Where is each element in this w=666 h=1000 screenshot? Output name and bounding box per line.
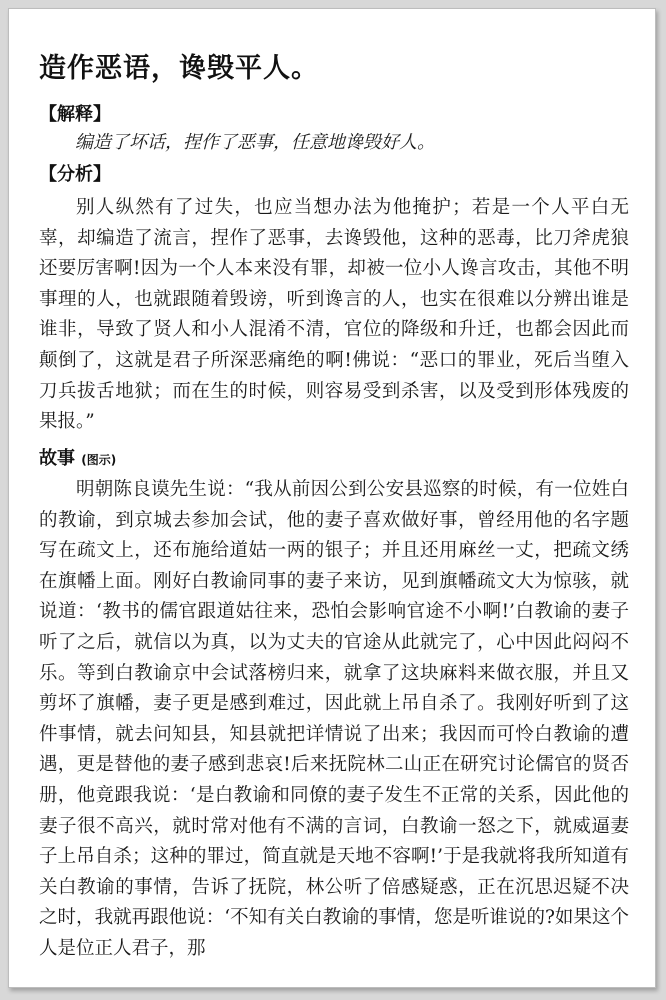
story-subheading: (图示) <box>81 453 117 467</box>
story-text: 明朝陈良谟先生说：“我从前因公到公安县巡察的时候，有一位姓白的教谕，到京城去参加会试，他的妻子喜欢做好事，曾经用他的名字题写在疏文上，还布施给道姑一两的银子；并且还用麻丝一丈，把疏文绣在旗幡上面。刚好白教谕同事的妻子来访，见到旗幡疏文大为惊骇，就说道：‘教书的儒官跟道姑往来，恐怕会影响官途不小啊!’白教谕的妻子听了之后，就信以为真，以为丈夫的官途从此就完了，心中因此闷闷不乐。等到白教谕京中会试落榜归来，就拿了这块麻料来做衣服，并且又剪坏了旗幡，妻子更是感到难过，因此就上吊自杀了。我刚好听到了这件事情，就去问知县，知县就把详情说了出来；我因而可怜白教谕的遭遇，更是替他的妻子感到悲哀!后来抚院林二山正在研究讨论儒官的贤否册，他竟跟我说：‘是白教谕和同僚的妻子发生不正常的关系，因此他的妻子很不高兴，就时常对他有不满的言词，白教谕一怒之下，就威逼妻子上吊自杀；这种的罪过，简直就是天地不容啊!’于是我就将我所知道有关白教谕的事情，告诉了抚院，林公听了倍感疑惑，正在沉思迟疑不决之时，我就再跟他说：‘不知有关白教谕的事情，您是听谁说的?如果这个人是位正人君子，那 <box>39 479 629 959</box>
explanation-text: 编造了坏话，捏作了恶事，任意地谗毁好人。 <box>75 132 435 153</box>
page-title: 造作恶语，谗毁平人。 <box>39 53 319 84</box>
analysis-text: 别人纵然有了过失，也应当想办法为他掩护；若是一个人平白无辜，却编造了流言，捏作了恶事，去谗毁他，这种的恶毒，比刀斧虎狼还要厉害啊!因为一个人本来没有罪，却被一位小人谗言攻击，其他不明事理的人，也就跟随着毁谤，听到谗言的人，也实在很难以分辨出谁是谁非，导致了贤人和小人混淆不清，官位的降级和升迁，也都会因此而颠倒了，这就是君子所深恶痛绝的啊!佛说：“恶口的罪业，死后当堕入刀兵拔舌地狱；而在生的时候，则容易受到杀害，以及受到形体残废的果报。” <box>39 197 629 433</box>
page-frame <box>8 8 656 988</box>
story-heading-label: 故事 <box>39 448 75 469</box>
analysis-heading: 【分析】 <box>39 164 111 185</box>
story-heading <box>39 445 116 474</box>
explanation-heading: 【解释】 <box>39 104 111 125</box>
